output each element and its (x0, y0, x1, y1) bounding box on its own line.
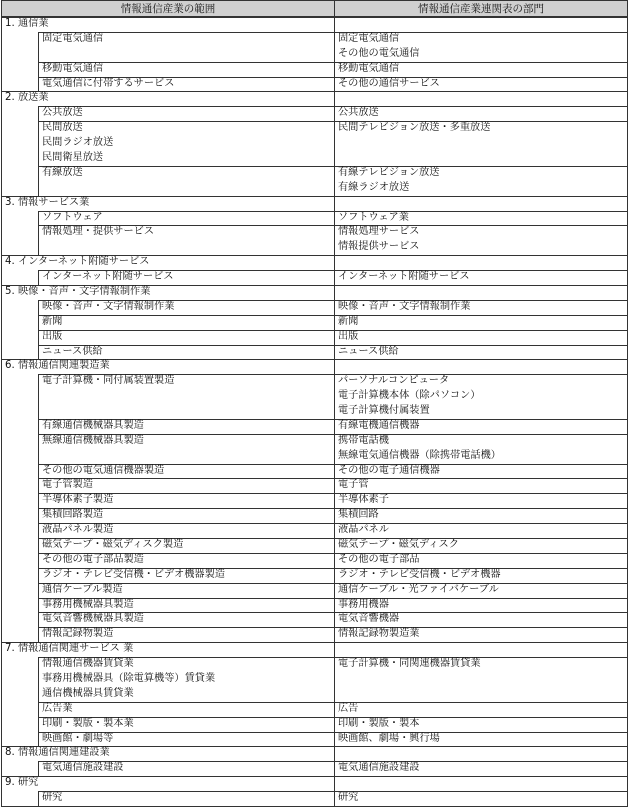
row-divider (38, 166, 628, 167)
sector-item: 新聞 (338, 315, 359, 327)
sector-item: 情報処理サービス (338, 226, 420, 238)
row-divider (38, 315, 628, 316)
sector-item: 電子管 (338, 479, 369, 491)
scope-item: 液晶パネル製造 (42, 524, 114, 536)
scope-item: 電子管製造 (42, 479, 93, 491)
row-divider (38, 732, 628, 733)
scope-item: 電気通信に付帯するサービス (42, 77, 175, 89)
section-divider (1, 196, 628, 197)
table-border-left (1, 17, 2, 806)
scope-item: 半導体素子製造 (42, 494, 114, 506)
scope-item: 印刷・製版・製本業 (42, 717, 134, 729)
sector-item: 映画館、劇場・興行場 (338, 732, 440, 744)
sector-item: ラジオ・テレビ受信機・ビデオ機器 (338, 568, 501, 580)
section-label: 8. 情報通信関連建設業 (5, 747, 110, 759)
sector-item: 集積回路 (338, 509, 379, 521)
sector-item: 有線電機通信機器 (338, 419, 420, 431)
scope-item: 映像・音声・文字情報制作業 (42, 300, 175, 312)
indent-divider (38, 374, 39, 642)
section-label: 4. インターネット附随サービス (5, 256, 150, 268)
scope-item: 民間放送 (42, 122, 83, 134)
sector-item: 映像・音声・文字情報制作業 (338, 300, 471, 312)
row-divider (38, 583, 628, 584)
sector-item: ニュース供給 (338, 345, 399, 357)
section-label: 9. 研究 (5, 777, 39, 789)
scope-item: 映画館・劇場等 (42, 732, 114, 744)
header-bottom-border (1, 17, 628, 18)
sector-item: 民間テレビジョン放送・多重放送 (338, 122, 491, 134)
section-divider (1, 776, 628, 777)
scope-item: 情報通信機器賃貸業 (42, 658, 134, 670)
row-divider (38, 62, 628, 63)
sector-item: 有線ラジオ放送 (338, 181, 410, 193)
sector-item: その他の通信サービス (338, 77, 440, 89)
row-divider (38, 702, 628, 703)
sector-item: 電子計算機本体（除パソコン） (338, 390, 481, 402)
scope-item: 移動電気通信 (42, 62, 104, 74)
column-divider (334, 17, 335, 806)
scope-item: 固定電気通信 (42, 32, 104, 44)
row-divider (38, 330, 628, 331)
sector-item: 広告 (338, 702, 359, 714)
sector-item: 電子計算機付属装置 (338, 405, 430, 417)
sector-item: 公共放送 (338, 107, 379, 119)
scope-item: 新聞 (42, 315, 63, 327)
sector-item: 電気音響機器 (338, 613, 400, 625)
sector-item: 半導体素子 (338, 494, 389, 506)
scope-item: 通信機械器具賃貸業 (42, 687, 134, 699)
scope-item: その他の電気通信機器製造 (42, 464, 165, 476)
scope-item: ソフトウェア (42, 211, 103, 223)
row-divider (38, 627, 628, 628)
sector-item: 情報記録物製造業 (338, 628, 420, 640)
sector-item: 液晶パネル (338, 524, 389, 536)
scope-item: 民間ラジオ放送 (42, 137, 114, 149)
industry-classification-table (1, 0, 628, 806)
sector-item: 無線電気通信機器（除携帯電話機） (338, 449, 501, 461)
table-border-right (627, 17, 628, 806)
sector-item: その他の電子通信機器 (338, 464, 440, 476)
row-divider (38, 761, 628, 762)
indent-divider (38, 32, 39, 92)
section-label: 2. 放送業 (5, 92, 49, 104)
section-label: 3. 情報サービス業 (5, 196, 90, 208)
scope-item: その他の電子部品製造 (42, 553, 144, 565)
scope-item: 磁気テープ・磁気ディスク製造 (42, 539, 184, 551)
indent-divider (38, 300, 39, 360)
scope-item: 広告業 (42, 702, 73, 714)
sector-item: 固定電気通信 (338, 32, 400, 44)
sector-item: 磁気テープ・磁気ディスク (338, 539, 459, 551)
sector-item: その他の電気通信 (338, 47, 420, 59)
section-label: 1. 通信業 (5, 18, 49, 29)
scope-item: 有線放送 (42, 166, 83, 178)
scope-item: 事務用機械器具（除電算機等）賃貸業 (42, 673, 216, 685)
scope-item: 通信ケーブル製造 (42, 583, 123, 595)
sector-item: 電子計算機・同関連機器賃貸業 (338, 658, 481, 670)
row-divider (38, 791, 628, 792)
sector-item: 移動電気通信 (338, 62, 400, 74)
row-divider (38, 211, 628, 212)
row-divider (38, 106, 628, 107)
sector-item: 研究 (338, 792, 359, 804)
sector-item: 出版 (338, 330, 359, 342)
indent-divider (38, 657, 39, 746)
indent-divider (38, 211, 39, 256)
scope-item: 公共放送 (42, 107, 83, 119)
section-label: 6. 情報通信関連製造業 (5, 360, 110, 372)
scope-item: ラジオ・テレビ受信機・ビデオ機器製造 (42, 568, 225, 580)
sector-item: パーソナルコンピュータ (338, 375, 450, 387)
scope-item: 情報記録物製造 (42, 628, 114, 640)
sector-item: インターネット附随サービス (338, 271, 470, 283)
header-left: 情報通信産業の範囲 (1, 0, 334, 17)
row-divider (38, 478, 628, 479)
indent-divider (38, 761, 39, 776)
section-divider (1, 91, 628, 92)
sector-item: 携帯電話機 (338, 434, 389, 446)
scope-item: 集積回路製造 (42, 509, 104, 521)
scope-item: 情報処理・提供サービス (42, 226, 155, 238)
row-divider (38, 345, 628, 346)
scope-item: ニュース供給 (42, 345, 103, 357)
scope-item: 事務用機械器具製造 (42, 598, 134, 610)
scope-item: インターネット附随サービス (42, 271, 174, 283)
section-label: 7. 情報通信関連サービス 業 (5, 643, 134, 655)
scope-item: 出版 (42, 330, 63, 342)
scope-item: 電気通信施設建設 (42, 762, 124, 774)
sector-item: 事務用機器 (338, 598, 389, 610)
row-divider (38, 493, 628, 494)
sector-item: ソフトウェア業 (338, 211, 409, 223)
row-divider (38, 523, 628, 524)
sector-item: 有線テレビジョン放送 (338, 166, 440, 178)
sector-item: その他の電子部品 (338, 553, 420, 565)
sector-item: 印刷・製版・製本 (338, 717, 420, 729)
sector-item: 電気通信施設建設 (338, 762, 420, 774)
row-divider (38, 121, 628, 122)
scope-item: 電子計算機・同付属装置製造 (42, 375, 175, 387)
sector-item: 情報提供サービス (338, 241, 420, 253)
scope-item: 有線通信機械器具製造 (42, 419, 144, 431)
scope-item: 無線通信機械器具製造 (42, 434, 144, 446)
indent-divider (38, 270, 39, 285)
scope-item: 電気音響機械器具製造 (42, 613, 144, 625)
indent-divider (38, 791, 39, 806)
row-divider (38, 508, 628, 509)
scope-item: 研究 (42, 792, 63, 804)
sector-item: 通信ケーブル・光ファイバケーブル (338, 583, 499, 595)
header-right: 情報通信産業連関表の部門 (334, 0, 628, 17)
section-label: 5. 映像・音声・文字情報制作業 (5, 285, 151, 297)
scope-item: 民間衛星放送 (42, 151, 104, 163)
row-divider (38, 32, 628, 33)
indent-divider (38, 106, 39, 195)
